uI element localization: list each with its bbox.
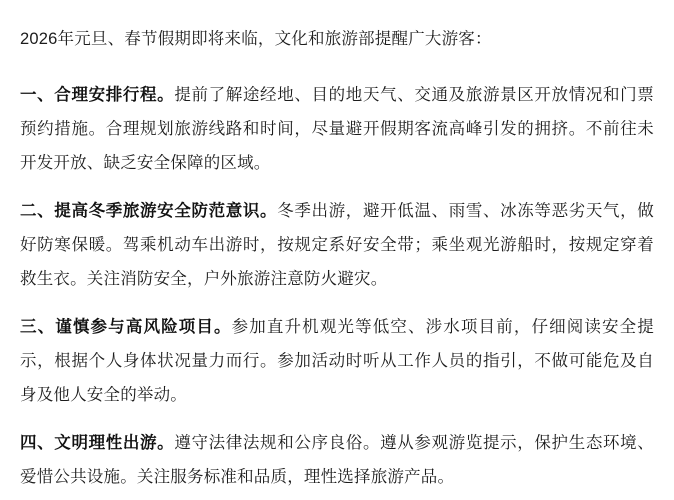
- section-body-2: 冬季出游，避开低温、雨雪、冰冻等恶劣天气，做好防寒保暖。驾乘机动车出游时，按规定系好安全带；乘坐观光游船时，按规定穿着救生衣。关注消防安全，户外旅游注意防火避灾。: [20, 202, 655, 288]
- intro-text: 2026年元旦、春节假期即将来临，文化和旅游部提醒广大游客：: [20, 30, 492, 48]
- section-heading-1: 一、合理安排行程。: [20, 86, 175, 104]
- section-paragraph-1: [20, 78, 654, 180]
- section-body-1: 提前了解途经地、目的地天气、交通及旅游景区开放情况和门票预约措施。合理规划旅游线路和时间，尽量避开假期客流高峰引发的拥挤。不前往未开发开放、缺乏安全保障的区域。: [20, 86, 654, 172]
- section-heading-4: 四、文明理性出游。: [20, 434, 175, 452]
- section-heading-3: 三、谨慎参与高风险项目。: [20, 318, 232, 336]
- section-heading-2: 二、提高冬季旅游安全防范意识。: [20, 202, 278, 220]
- section-paragraph-2: [20, 194, 654, 296]
- section-body-4: 遵守法律法规和公序良俗。遵从参观游览提示，保护生态环境、爱惜公共设施。关注服务标准和品质，理性选择旅游产品。: [20, 434, 654, 486]
- section-body-3: 参加直升机观光等低空、涉水项目前，仔细阅读安全提示，根据个人身体状况量力而行。参加活动时听从工作人员的指引，不做可能危及自身及他人安全的举动。: [20, 318, 654, 404]
- intro-paragraph: [20, 22, 654, 56]
- section-paragraph-3: [20, 310, 654, 412]
- section-paragraph-4: [20, 426, 654, 494]
